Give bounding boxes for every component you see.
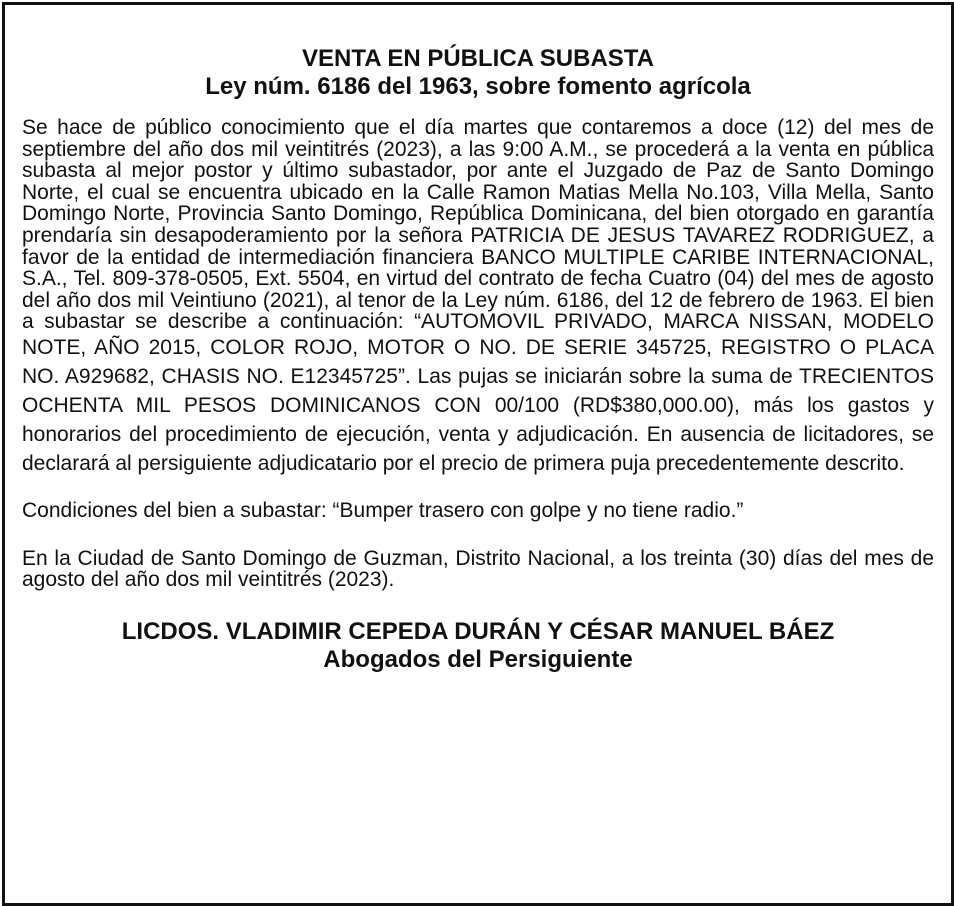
notice-title-line: VENTA EN PÚBLICA SUBASTA — [301, 45, 654, 72]
notice-content — [22, 45, 934, 674]
main-paragraph-part1: Se hace de público conocimiento que el día martes que contaremos a doce (12) del mes de septiembre del año dos mil veintitrés (2023), a las 9:00 A.M., se procederá a la venta en pública subasta al mejor postor y último subastador, por ante el Juzgado de Paz de Santo Domingo Norte, el cual se encuentra ubicado en la Calle Ramon Matias Mella No.103, Villa Mella, Santo Domingo Norte, Provincia Santo Domingo, República Dominicana, del bien otorgado en garantía prendaría sin desapoderamiento por la señora PATRICIA DE JESUS TAVAREZ RODRIGUEZ, a favor de la entidad de intermediación financiera BANCO MULTIPLE CARIBE INTERNACIONAL, S.A., Tel. 809-378-0505, Ext. 5504, en virtud del contrato de fecha Cuatro (04) del mes de agosto del año dos mil Veintiuno (2021), al tenor de la Ley núm. 6186, del 12 de febrero de 1963. El bien a subastar se describe a continuación: “AUTOMOVIL PRIVADO, MARCA NISSAN, MODELO NOTE, AÑO 2015, COLOR ROJO, MOTOR O NO. DE SERIE 345725, — [22, 116, 934, 359]
closing-paragraph: En la Ciudad de Santo Domingo de Guzman, Distrito Nacional, a los treinta (30) días del mes de agosto del año dos mil veintitrés (2023). — [22, 546, 934, 592]
notice-subtitle-line: Ley núm. 6186 del 1963, sobre fomento agrícola — [205, 73, 751, 100]
conditions-paragraph: Condiciones del bien a subastar: “Bumper trasero con golpe y no tiene radio.” — [22, 498, 744, 522]
signature-role: Abogados del Persiguiente — [323, 645, 633, 673]
main-paragraph — [22, 117, 934, 478]
notice-title — [22, 45, 934, 101]
signature-names: LICDOS. VLADIMIR CEPEDA DURÁN Y CÉSAR MANUEL BÁEZ — [121, 617, 835, 645]
signature-block — [22, 618, 934, 674]
notice-border — [2, 2, 954, 906]
main-paragraph-part2: REGISTRO O PLACA NO. A929682, CHASIS NO. E12345725”. Las pujas se iniciarán sobre la suma de TRECIENTOS OCHENTA MIL PESOS DOMINICANOS CON 00/100 (RD$380,000.00), más los gastos y honorarios del procedimiento de ejecución, venta y adjudicación. En ausencia de licitadores, se declarará al persiguiente adjudicatario por el precio de primera puja precedentemente descrito. — [22, 335, 935, 475]
